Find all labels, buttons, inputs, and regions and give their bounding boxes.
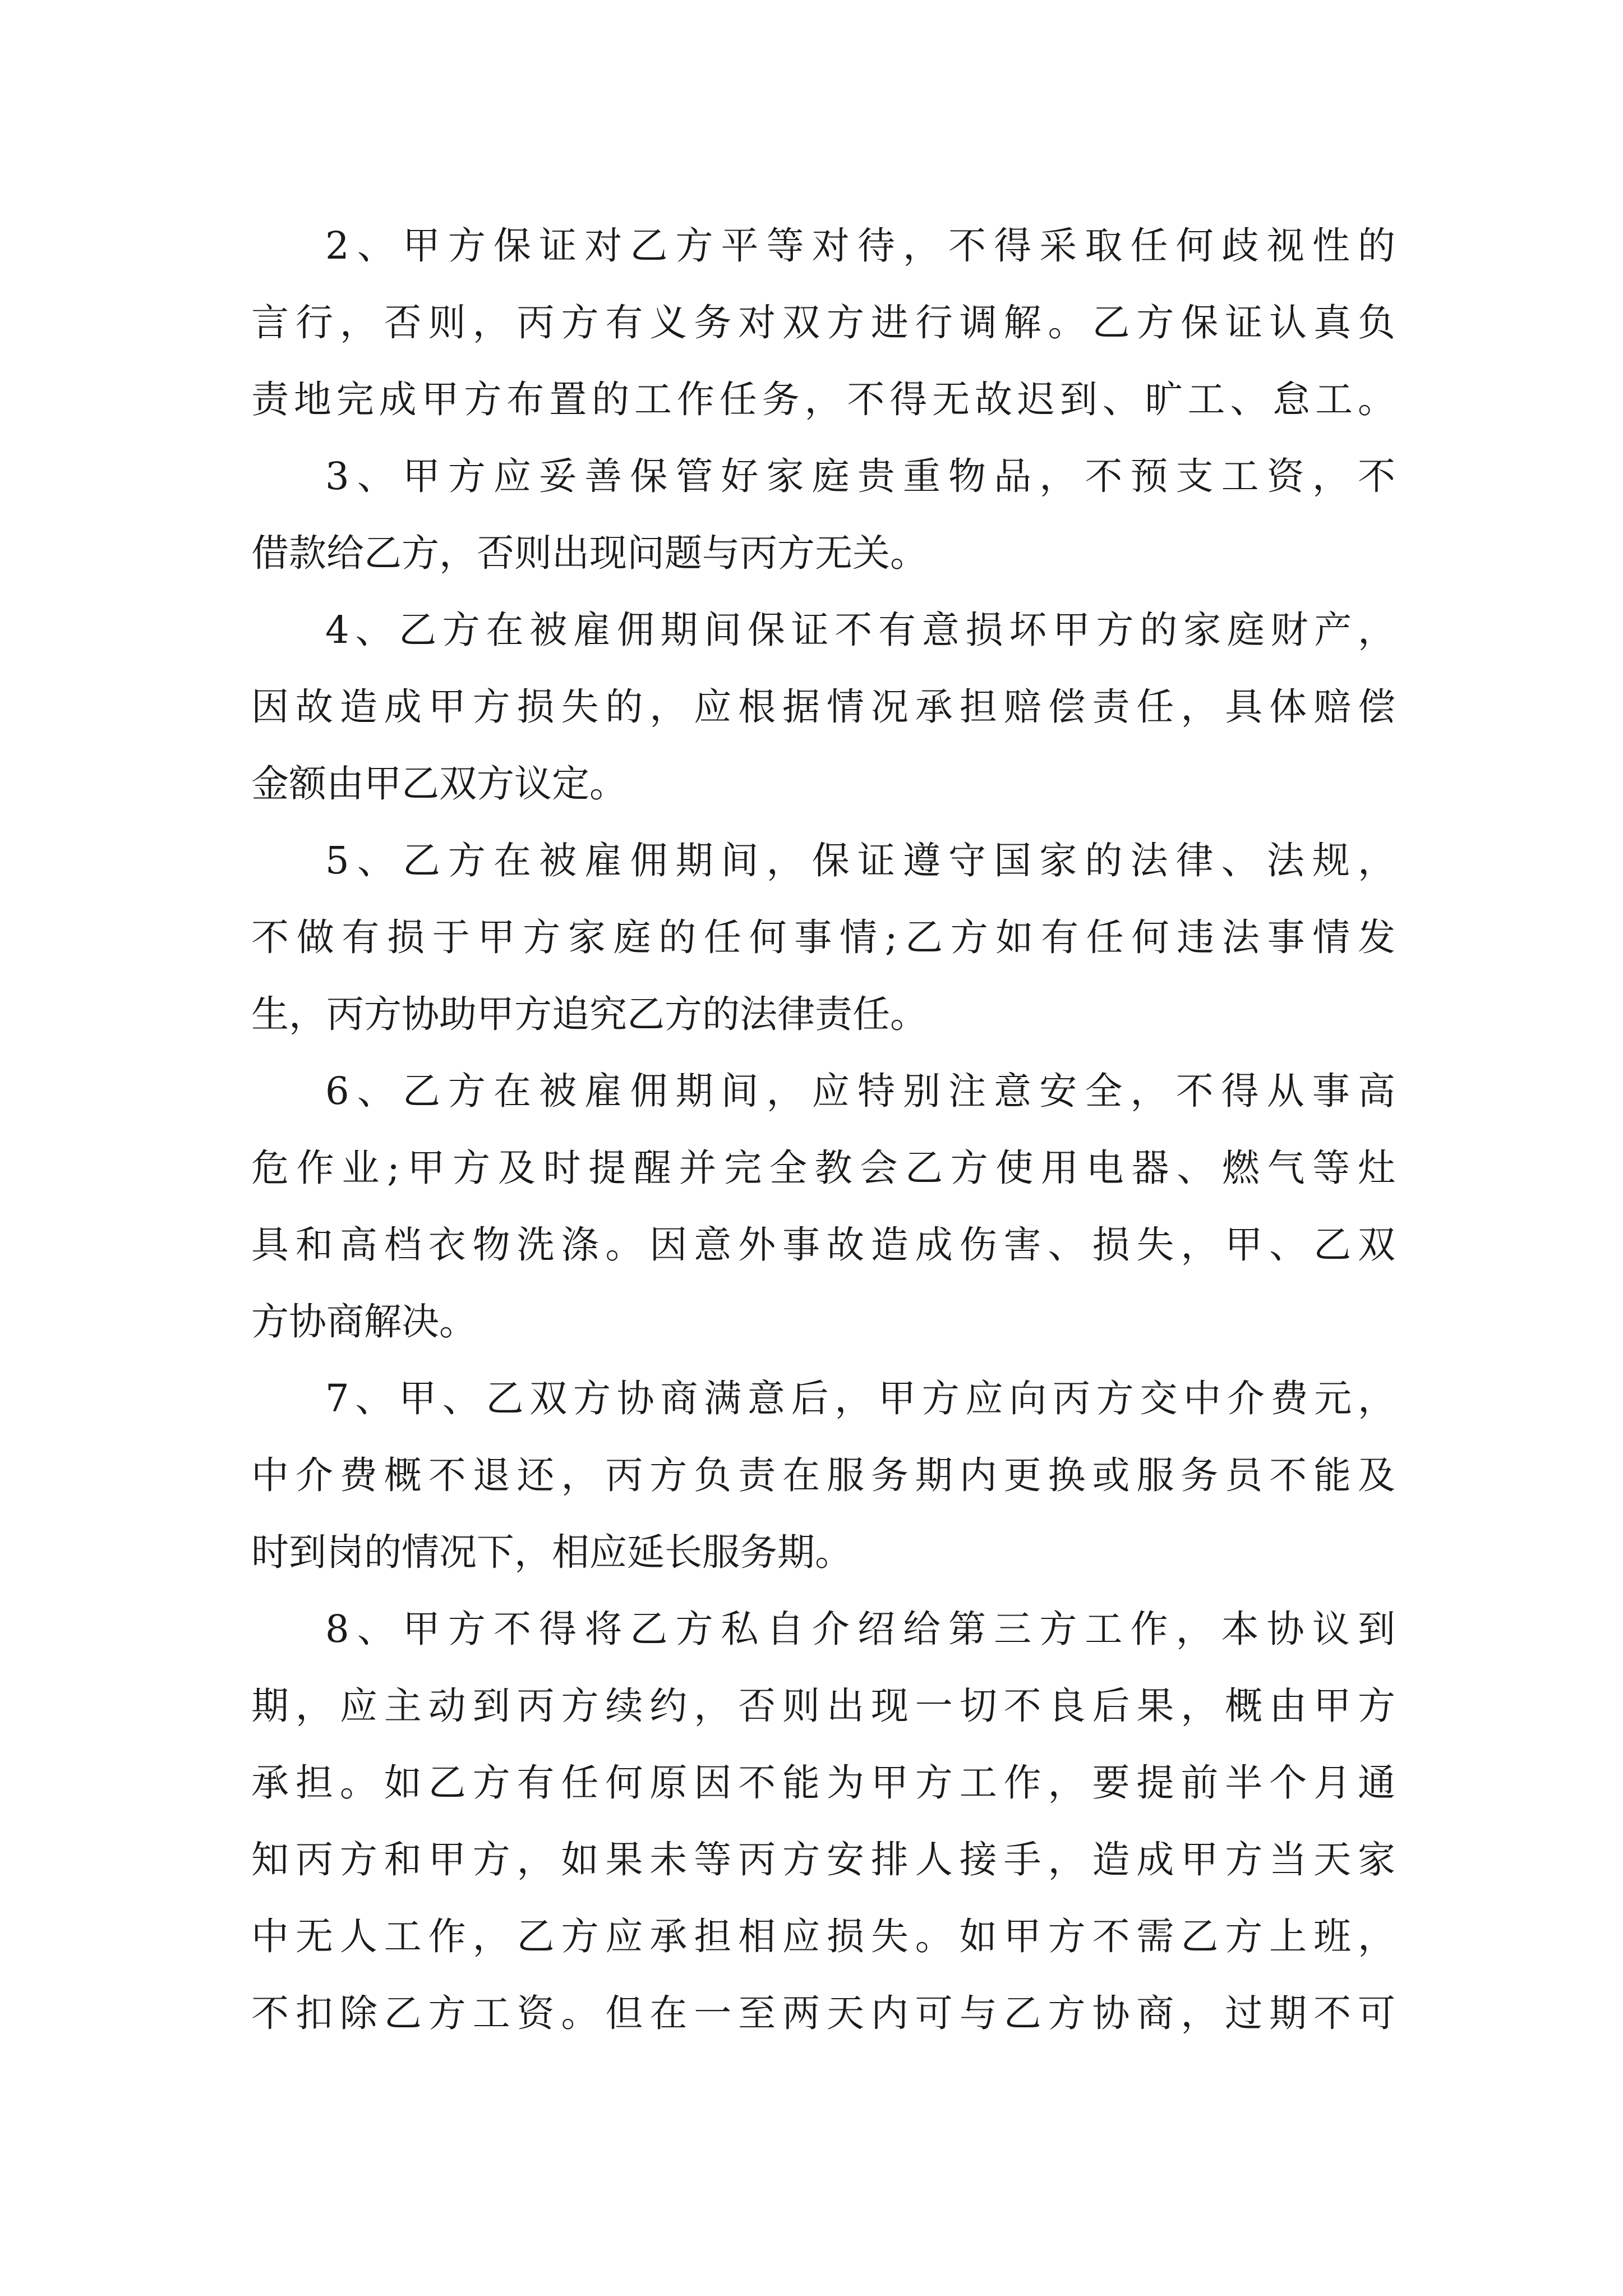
text-line: 2、甲方保证对乙方平等对待，不得采取任何歧视性的 xyxy=(325,224,1395,268)
text-line: 3、甲方应妥善保管好家庭贵重物品，不预支工资，不 xyxy=(325,454,1395,498)
text-line: 承担。如乙方有任何原因不能为甲方工作，要提前半个月通 xyxy=(251,1761,1395,1805)
text-line: 金额由甲乙双方议定。 xyxy=(251,762,627,806)
text-line: 期，应主动到丙方续约，否则出现一切不良后果，概由甲方 xyxy=(251,1684,1395,1728)
text-line: 时到岗的情况下，相应延长服务期。 xyxy=(251,1530,852,1574)
contract-body xyxy=(251,208,1395,2052)
text-line: 责地完成甲方布置的工作任务，不得无故迟到、旷工、怠工。 xyxy=(251,378,1395,421)
text-line: 不扣除乙方工资。但在一至两天内可与乙方协商，过期不可 xyxy=(251,1991,1395,2035)
text-line: 4、乙方在被雇佣期间保证不有意损坏甲方的家庭财产， xyxy=(325,608,1395,652)
text-line: 借款给乙方，否则出现问题与丙方无关。 xyxy=(251,531,928,575)
text-line: 生，丙方协助甲方追究乙方的法律责任。 xyxy=(251,992,928,1036)
text-line: 中无人工作，乙方应承担相应损失。如甲方不需乙方上班， xyxy=(251,1915,1395,1958)
text-line: 具和高档衣物洗涤。因意外事故造成伤害、损失，甲、乙双 xyxy=(251,1223,1395,1267)
text-line: 言行，否则，丙方有义务对双方进行调解。乙方保证认真负 xyxy=(251,301,1395,344)
text-line: 5、乙方在被雇佣期间，保证遵守国家的法律、法规， xyxy=(325,839,1395,882)
text-line: 知丙方和甲方，如果未等丙方安排人接手，造成甲方当天家 xyxy=(251,1838,1395,1881)
text-line: 方协商解决。 xyxy=(251,1300,477,1343)
text-line: 7、甲、乙双方协商满意后，甲方应向丙方交中介费元， xyxy=(325,1377,1395,1420)
text-line: 8、甲方不得将乙方私自介绍给第三方工作，本协议到 xyxy=(325,1607,1395,1651)
text-line: 6、乙方在被雇佣期间，应特别注意安全，不得从事高 xyxy=(325,1069,1395,1113)
text-line: 不做有损于甲方家庭的任何事情;乙方如有任何违法事情发 xyxy=(251,915,1395,959)
text-line: 中介费概不退还，丙方负责在服务期内更换或服务员不能及 xyxy=(251,1453,1395,1497)
text-line: 因故造成甲方损失的，应根据情况承担赔偿责任，具体赔偿 xyxy=(251,685,1395,729)
text-line: 危作业;甲方及时提醒并完全教会乙方使用电器、燃气等灶 xyxy=(251,1146,1395,1190)
